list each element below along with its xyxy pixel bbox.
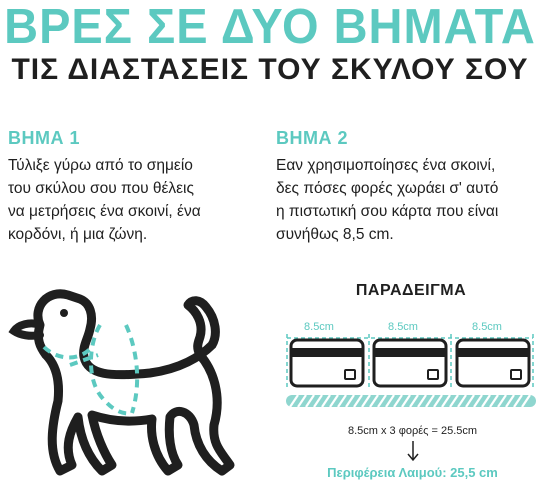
step1-line: κορδόνι, ή μια ζώνη.	[8, 226, 148, 243]
page-title: ΒΡΕΣ ΣΕ ΔΥΟ ΒΗΜΑΤΑ	[4, 0, 536, 54]
step1-line: Τύλιξε γύρω από το σημείο	[8, 157, 193, 174]
step2-text	[276, 154, 498, 246]
step2-label: ΒΗΜΑ 2	[276, 128, 349, 148]
credit-card-icon	[289, 338, 365, 388]
card-length-label: 8.5cm	[472, 321, 502, 333]
step1-label: ΒΗΜΑ 1	[8, 128, 81, 148]
step1-line: του σκύλου σου που θέλεις	[8, 180, 194, 197]
arrow-down-icon	[406, 441, 420, 463]
step2-line: δες πόσες φορές χωράει σ' αυτό	[276, 180, 499, 197]
dog-outline-icon	[0, 285, 250, 485]
step2-line: η πιστωτική σου κάρτα που είναι	[276, 203, 499, 220]
card-length-label: 8.5cm	[304, 321, 334, 333]
calculation-formula: 8.5cm x 3 φορές = 25.5cm	[347, 425, 478, 437]
credit-card-icon	[455, 338, 531, 388]
step1-text	[8, 154, 201, 246]
card-length-label: 8.5cm	[388, 321, 418, 333]
rope-icon	[286, 394, 536, 408]
step1-line: να μετρήσεις ένα σκοινί, ένα	[8, 203, 201, 220]
neck-circumference-result: Περιφέρεια Λαιμού: 25,5 cm	[327, 465, 498, 480]
step2-line: Εαν χρησιμοποίησες ένα σκοινί,	[276, 157, 496, 174]
step2-line: συνήθως 8,5 cm.	[276, 226, 394, 243]
page-subtitle: ΤΙΣ ΔΙΑΣΤΑΣΕΙΣ ΤΟΥ ΣΚΥΛΟΥ ΣΟΥ	[11, 53, 529, 86]
credit-card-icon	[372, 338, 448, 388]
example-title: ΠΑΡΑΔΕΙΓΜΑ	[355, 282, 467, 299]
